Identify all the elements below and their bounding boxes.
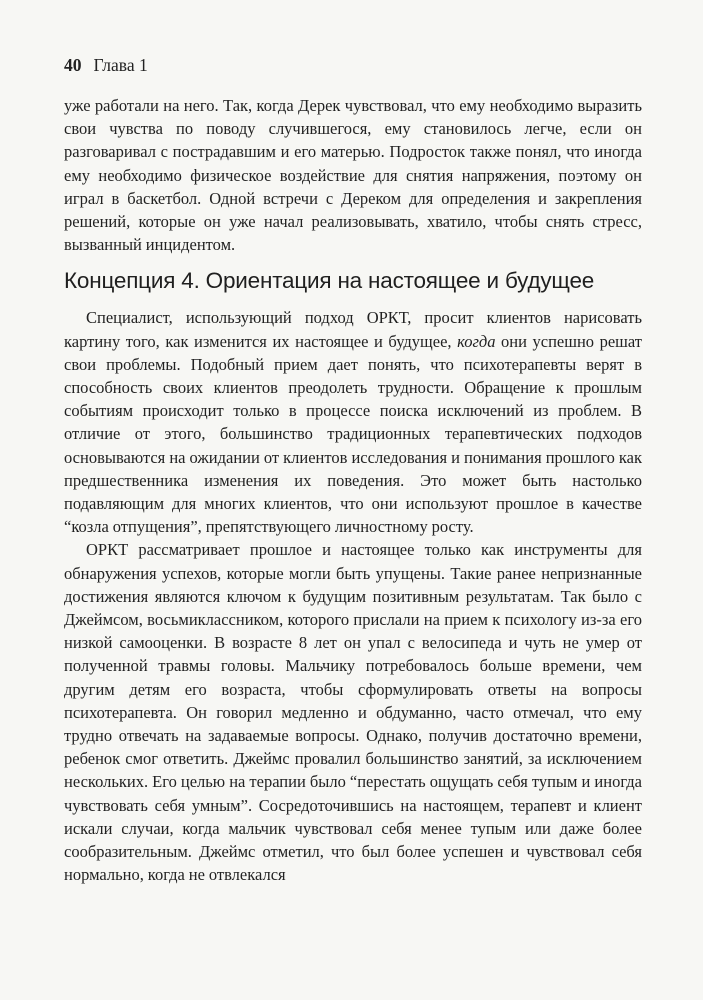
italic-word: когда xyxy=(457,331,496,351)
running-head xyxy=(64,54,642,76)
paragraph: уже работали на него. Так, когда Дерек чувствовал, что ему необходимо выразить свои чувства по поводу случившегося, ему становилось легче, если он разговаривал с пострадавшим и его матерью. Подросток также понял, что иногда ему необходимо физическое воздействие для снятия напряжения, поэтому он играл в баскетбол. Одной встречи с Дереком для определения и закрепления решений, которые он уже начал реализовывать, хватило, чтобы снять стресс, вызванный инцидентом. xyxy=(64,96,642,255)
paragraph xyxy=(64,306,642,538)
paragraph-text: Специалист, использующий подход ОРКТ, просит клиентов нарисовать картину того, как изменится их настоящее и будущее, xyxy=(64,308,642,351)
page-number: 40 xyxy=(64,55,82,75)
section-heading: Концепция 4. Ориентация на настоящее и будущее xyxy=(64,268,595,294)
book-page xyxy=(64,54,642,887)
chapter-label: Глава 1 xyxy=(93,55,148,75)
paragraph-text: они успешно решат свои проблемы. Подобный прием дает понять, что психотерапевты верят в способность своих клиентов преодолеть трудности. Обращение к прошлым событиям происходит только в процессе поиска исключений из проблем. В отличие от этого, большинство традиционных терапевтических подходов основываются на ожидании от клиентов исследования и понимания прошлого как предшественника изменения их поведения. Это может быть настолько подавляющим для многих клиентов, что они используют прошлое в качестве “козла отпущения”, препятствующего личностному росту. xyxy=(64,331,642,537)
paragraph: ОРКТ рассматривает прошлое и настоящее только как инструменты для обнаружения успехов, которые могли быть упущены. Такие ранее непризнанные достижения являются ключом к будущим позитивным результатам. Так было с Джеймсом, восьмиклассником, которого прислали на прием к психологу из-за его низкой самооценки. В возрасте 8 лет он упал с велосипеда и чуть не умер от полученной травмы головы. Мальчику потребовалось больше времени, чем другим детям его возраста, чтобы сформулировать ответы на вопросы психотерапевта. Он говорил медленно и обдуманно, часто отмечал, что ему трудно отвечать на задаваемые вопросы. Однако, получив достаточно времени, ребенок смог ответить. Джеймс провалил большинство занятий, за исключением нескольких. Его целью на терапии было “перестать ощущать себя тупым и иногда чувствовать себя умным”. Сосредоточившись на настоящем, терапевт и клиент искали случаи, когда мальчик чувствовал себя менее тупым или даже более сообразительным. Джеймс отметил, что был более успешен и чувствовал себя нормально, когда не отвлекался xyxy=(64,540,642,885)
